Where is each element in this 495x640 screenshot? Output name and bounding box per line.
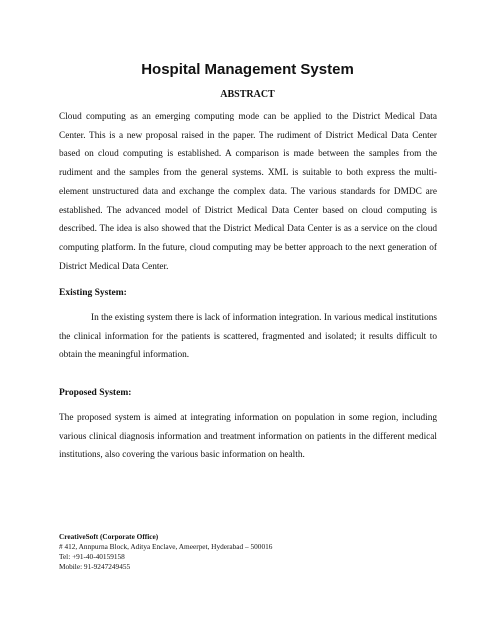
contact-footer bbox=[59, 532, 272, 572]
abstract-heading: ABSTRACT bbox=[220, 89, 275, 100]
footer-mobile: Mobile: 91-9247249455 bbox=[59, 562, 131, 571]
abstract-paragraph: Cloud computing as an emerging computing mode can be applied to the District Medical Data Center. This is a new proposal raised in the paper. The rudiment of District Medical Data Center based on cloud computing is established. A comparison is made between the samples from the rudiment and the samples from the general systems. XML is suitable to both express the multi-element unstructured data and exchange the complex data. The various standards for DMDC are established. The advanced model of District Medical Data Center based on cloud computing is described. The idea is also showed that the District Medical Data Center is as a service on the cloud computing platform. In the future, cloud computing may be better approach to the next generation of District Medical Data Center. bbox=[59, 112, 437, 272]
existing-system-heading: Existing System: bbox=[59, 288, 127, 298]
proposed-system-paragraph: The proposed system is aimed at integrating information on population in some region, including various clinical diagnosis information and treatment information on patients in the different medical institutions, also covering the various basic information on health. bbox=[59, 413, 437, 461]
existing-system-paragraph: In the existing system there is lack of information integration. In various medical institutions the clinical information for the patients is scattered, fragmented and isolated; it results difficult to obtain the meaningful information. bbox=[59, 313, 437, 361]
footer-address: # 412, Annpurna Block, Aditya Enclave, Ameerpet, Hyderabad – 500016 bbox=[59, 542, 273, 551]
proposed-system-heading: Proposed System: bbox=[59, 388, 132, 398]
document-title: Hospital Management System bbox=[141, 61, 354, 78]
footer-telephone: Tel: +91-40-40159158 bbox=[59, 552, 125, 561]
footer-company: CreativeSoft (Corporate Office) bbox=[59, 532, 159, 541]
